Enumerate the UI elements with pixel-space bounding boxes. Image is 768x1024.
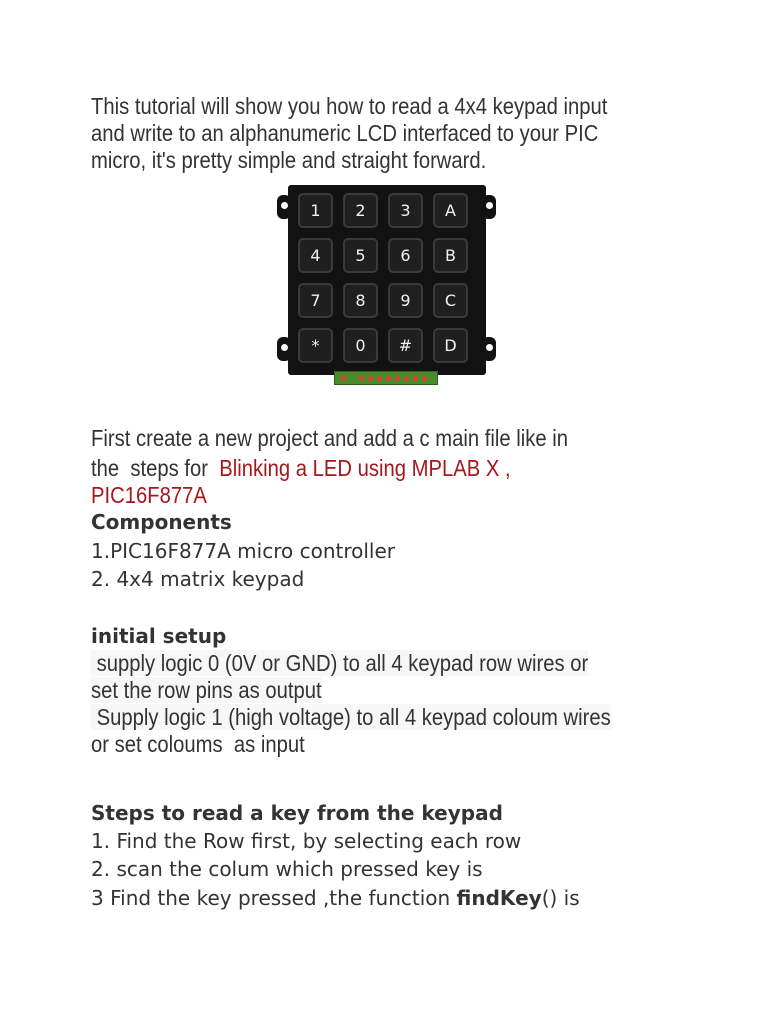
keypad-key-4: 4 [298,238,333,273]
keypad-key-B: B [433,238,468,273]
keypad-key-8: 8 [343,283,378,318]
intro-paragraph [91,93,607,174]
keypad-key-*: * [298,328,333,363]
pic16f877a-link[interactable]: PIC16F877A [91,482,207,508]
keypad-key-9: 9 [388,283,423,318]
components-item: 2. 4x4 matrix keypad [91,567,305,591]
keypad-key-1: 1 [298,193,333,228]
blinking-led-link[interactable]: Blinking a LED using MPLAB X , [219,455,511,481]
keypad-key-0: 0 [343,328,378,363]
steps-heading: Steps to read a key from the keypad [91,801,503,825]
setup-line: Supply logic 1 (high voltage) to all 4 keypad coloum wires [91,704,611,730]
intro-line: This tutorial will show you how to read a 4x4 keypad input [91,93,608,119]
keypad-connector [334,371,438,385]
keypad-key-D: D [433,328,468,363]
keypad-key-#: # [388,328,423,363]
keypad-key-A: A [433,193,468,228]
first-steps-line: First create a new project and add a c main file like in [91,425,569,451]
steps-item: 3 Find the key pressed ,the function findKey() is [91,886,580,910]
intro-line: and write to an alphanumeric LCD interfaced to your PIC [91,120,599,146]
first-steps-paragraph [91,425,568,509]
setup-line: supply logic 0 (0V or GND) to all 4 keypad row wires or [91,650,589,676]
keypad-key-2: 2 [343,193,378,228]
components-heading: Components [91,510,232,534]
keypad-key-C: C [433,283,468,318]
components-item: 1.PIC16F877A micro controller [91,539,395,563]
findkey-function: findKey [456,886,542,910]
intro-line: micro, it's pretty simple and straight forward. [91,147,487,173]
steps-item: 2. scan the colum which pressed key is [91,857,483,881]
first-steps-prefix: the steps for [91,455,220,481]
setup-line: or set coloums as input [91,731,305,757]
steps-item: 1. Find the Row first, by selecting each row [91,829,522,853]
initial-setup-heading: initial setup [91,624,227,648]
setup-line: set the row pins as output [91,677,322,703]
keypad-key-6: 6 [388,238,423,273]
keypad-key-7: 7 [298,283,333,318]
keypad-image [276,185,496,387]
keypad-key-3: 3 [388,193,423,228]
keypad-key-5: 5 [343,238,378,273]
